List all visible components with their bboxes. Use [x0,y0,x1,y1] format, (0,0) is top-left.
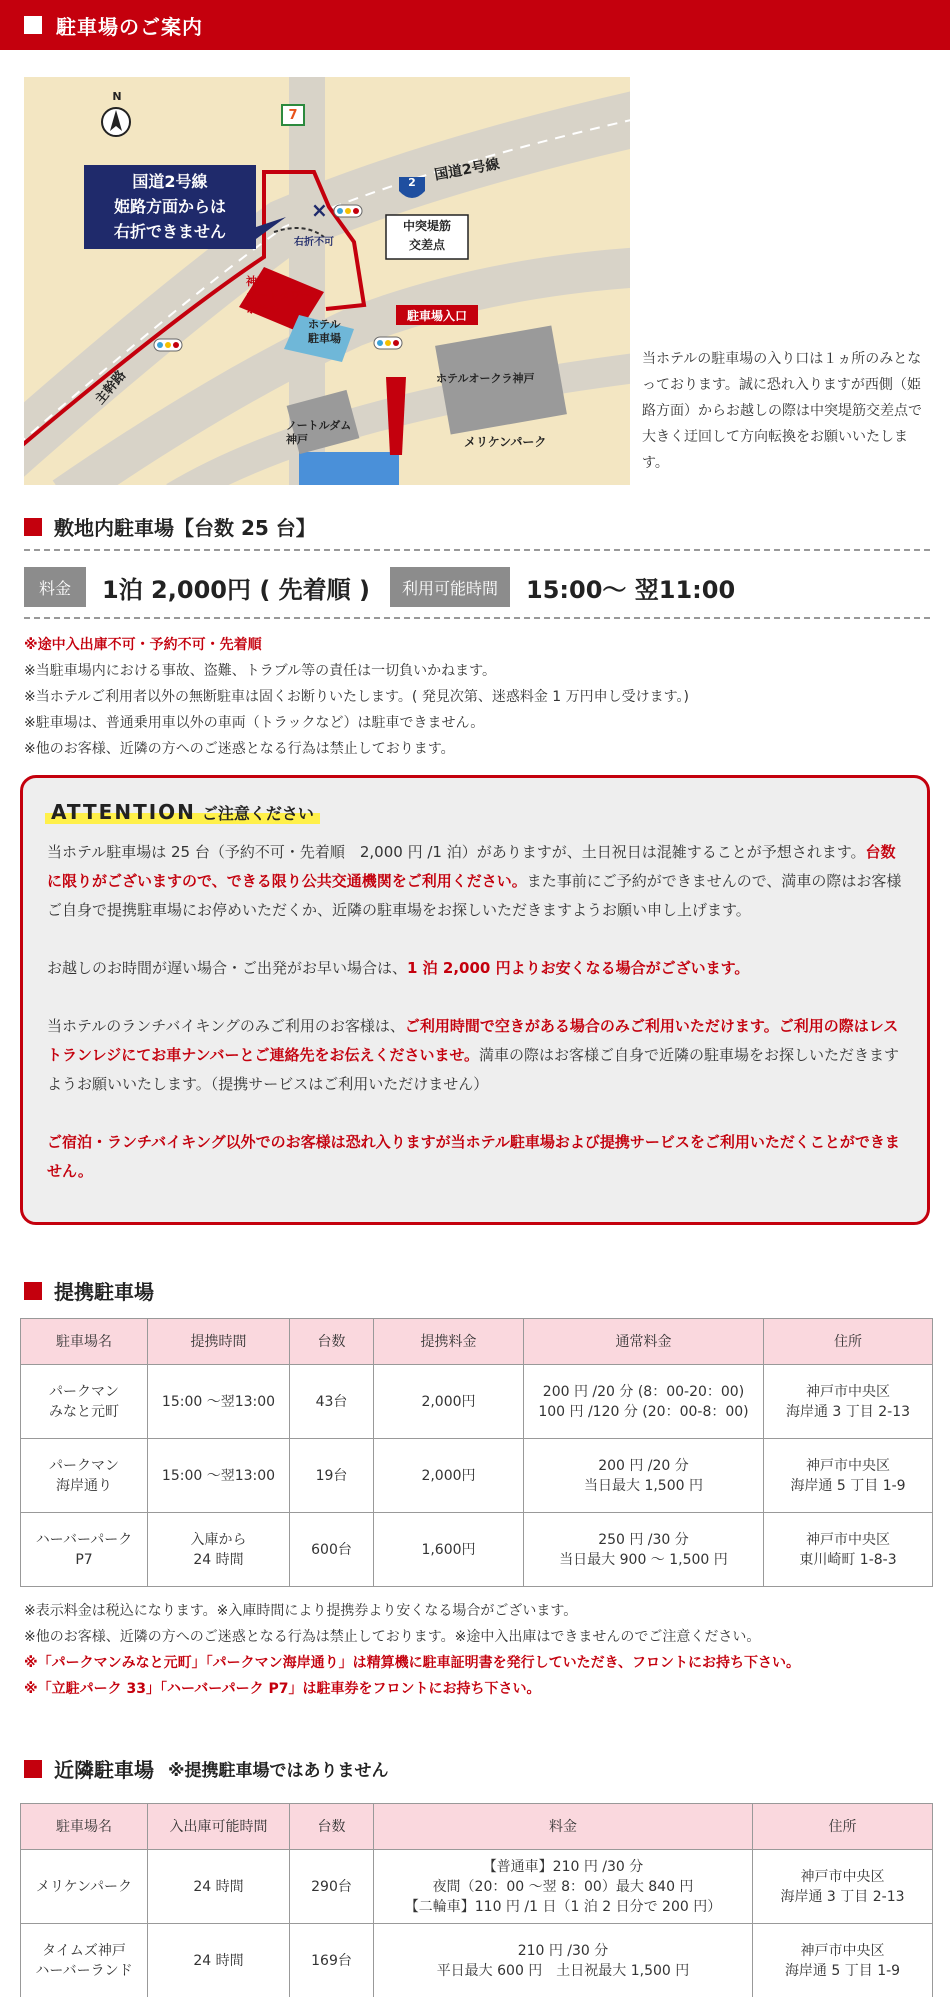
notre-dame-label: ノートルダム 神戸 [286,419,352,446]
attention-paragraph: お越しのお時間が遅い場合・ご出発がお早い場合は、1 泊 2,000 円よりお安くなる場合がございます。 [47,959,750,977]
column-header: 駐車場名 [21,1319,148,1365]
cell-fee: 210 円 /30 分 平日最大 600 円 土日祝最大 1,500 円 [374,1924,753,1997]
attention-heading: ATTENTION ご注意ください [45,800,320,824]
cell-address: 神戸市中央区 海岸通 3 丁目 2-13 [753,1850,933,1924]
section-square-icon [24,518,42,536]
cell-time: 15:00 ～翌13:00 [148,1365,290,1439]
partner-notes [24,1598,930,1702]
shukanro-label: 主幹路 [92,368,130,408]
column-header: 料金 [374,1804,753,1850]
cell-name: メリケンパーク [21,1850,148,1924]
cell-name: パークマン みなと元町 [21,1365,148,1439]
attention-box [20,775,930,1225]
cell-address: 神戸市中央区 海岸通 5 丁目 1-9 [753,1924,933,1997]
column-header: 入出庫可能時間 [148,1804,290,1850]
divider [24,617,930,619]
cell-name: パークマン 海岸通り [21,1439,148,1513]
cell-time: 24 時間 [148,1924,290,1997]
cell-normal-fee: 200 円 /20 分 (8：00-20：00) 100 円 /120 分 (20：00-8：00) [524,1365,764,1439]
column-header: 台数 [290,1319,374,1365]
cell-address: 神戸市中央区 海岸通 5 丁目 1-9 [764,1439,933,1513]
header-square-icon [24,16,42,34]
note-item: ※途中入出庫不可・予約不可・先着順 [24,637,262,653]
table-row [21,1850,933,1924]
cell-fee: 【普通車】210 円 /30 分 夜間（20：00 ～翌 8：00）最大 840 円 【二輪車】110 円 /1 日（1 泊 2 日分で 200 円） [374,1850,753,1924]
north-label: N [112,90,122,103]
cell-address: 神戸市中央区 東川崎町 1-8-3 [764,1513,933,1587]
page-header [0,0,950,50]
partner-section-title: 提携駐車場 [24,1276,154,1305]
cell-name: タイムズ神戸 ハーバーランド [21,1924,148,1997]
cell-count: 600台 [290,1513,374,1587]
column-header: 住所 [764,1319,933,1365]
divider [24,549,930,551]
access-map [24,77,630,485]
nearby-section-title: 近隣駐車場 ※提携駐車場ではありません [24,1754,389,1783]
note-item: ※駐車場は、普通乗用車以外の車両（トラックなど）は駐車できません。 [24,715,485,731]
fee-row [24,567,735,607]
section-square-icon [24,1282,42,1300]
cell-fee: 1,600円 [374,1513,524,1587]
note-item: ※当駐車場内における事故、盗難、トラブル等の責任は一切負いかねます。 [24,663,497,679]
column-header: 台数 [290,1804,374,1850]
cell-count: 19台 [290,1439,374,1513]
note-item: ※「パークマンみなと元町」「パークマン海岸通り」は精算機に駐車証明書を発行していただき、フロントにお持ち下さい。 [24,1655,801,1671]
table-row [21,1439,933,1513]
column-header: 提携時間 [148,1319,290,1365]
map-note: 当ホテルの駐車場の入り口は１ヵ所のみとなっております。誠に恐れ入りますが西側（姫路方面）からお越しの際は中突堤筋交差点で大きく迂回して方向転換をお願いいたします。 [642,351,922,471]
column-header: 駐車場名 [21,1804,148,1850]
cell-count: 290台 [290,1850,374,1924]
cell-address: 神戸市中央区 海岸通 3 丁目 2-13 [764,1365,933,1439]
hours-value: 15:00～ 翌11:00 [526,575,736,604]
cell-normal-fee: 250 円 /30 分 当日最大 900 ～ 1,500 円 [524,1513,764,1587]
hours-tag: 利用可能時間 [390,567,510,607]
cell-name: ハーバーパーク P7 [21,1513,148,1587]
page-title: 駐車場のご案内 [56,14,203,39]
section-square-icon [24,1760,42,1778]
fee-tag: 料金 [24,567,86,607]
attention-body [47,838,909,1186]
seven-eleven-icon: 7 [288,108,298,123]
cell-fee: 2,000円 [374,1439,524,1513]
note-item: ※他のお客様、近隣の方へのご迷惑となる行為は禁止しております。 [24,741,455,757]
svg-text:×: × [311,198,328,222]
column-header: 住所 [753,1804,933,1850]
note-item: ※表示料金は税込になります。※入庫時間により提携券より安くなる場合がございます。 [24,1603,578,1619]
fee-value: 1泊 2,000円 ( 先着順 ) [102,575,370,604]
nearby-table [20,1803,933,1997]
note-item: ※当ホテルご利用者以外の無断駐車は固くお断りいたします。( 発見次第、迷惑料金 1 万円申し受けます。) [24,689,689,705]
attention-paragraph: ご宿泊・ランチバイキング以外でのお客様は恐れ入りますが当ホテル駐車場および提携サービスをご利用いただくことができません。 [47,1133,900,1180]
cell-time: 入庫から 24 時間 [148,1513,290,1587]
partner-table [20,1318,933,1587]
attention-paragraph: 当ホテル駐車場は 25 台（予約不可・先着順 2,000 円 /1 泊）がありますが、土日祝日は混雑することが予想されます。台数に限りがございますので、できる限り公共交通機関をご利用ください。また事前にご予約ができませんので、満車の際はお客様ご自身で提携駐車場にお停めいただくか、近隣の駐車場をお探しいただきますようお願い申し上げます。 [47,843,902,919]
cell-count: 43台 [290,1365,374,1439]
table-row [21,1513,933,1587]
note-item: ※他のお客様、近隣の方へのご迷惑となる行為は禁止しております。※途中入出庫はできませんのでご注意ください。 [24,1629,761,1645]
cell-time: 15:00 ～翌13:00 [148,1439,290,1513]
attention-paragraph: 当ホテルのランチバイキングのみご利用のお客様は、ご利用時間で空きがある場合のみご利用いただけます。ご利用の際はレストランレジにてお車ナンバーとご連絡先をお伝えくださいませ。満車の際はお客様ご自身で近隣の駐車場をお探しいただきますようお願いいたします。（提携サービスはご利用いただけません） [47,1017,900,1093]
route-2-label: 国道2号線 [433,156,501,184]
cell-fee: 2,000円 [374,1365,524,1439]
parking-entrance-label: 駐車場入口 [406,309,467,323]
table-header-row [21,1319,933,1365]
cell-count: 169台 [290,1924,374,1997]
column-header: 通常料金 [524,1319,764,1365]
intersection-label: 中突堤筋 交差点 [402,219,451,252]
no-right-turn-label: 右折不可 [294,237,334,248]
nearby-subtitle: ※提携駐車場ではありません [168,1761,389,1781]
hotel-parking-label: ホテル 駐車場 [308,318,341,345]
table-row [21,1365,933,1439]
column-header: 提携料金 [374,1319,524,1365]
onsite-section-title: 敷地内駐車場【台数 25 台】 [24,512,316,541]
note-item: ※「立駐パーク 33」「ハーバーパーク P7」は駐車券をフロントにお持ち下さい。 [24,1681,541,1697]
route-2-shield-icon: 2 [408,176,416,189]
cell-time: 24 時間 [148,1850,290,1924]
table-header-row [21,1804,933,1850]
meriken-label: メリケンパーク [464,435,547,449]
table-row [21,1924,933,1997]
onsite-notes [24,632,930,762]
cell-normal-fee: 200 円 /20 分 当日最大 1,500 円 [524,1439,764,1513]
route-warning-callout: 国道2号線 姫路方面からは 右折できません [113,172,226,241]
tower-hotel-label: 神戸 ポートタワー ホテル [246,275,312,316]
okura-label: ホテルオークラ神戸 [436,372,535,385]
